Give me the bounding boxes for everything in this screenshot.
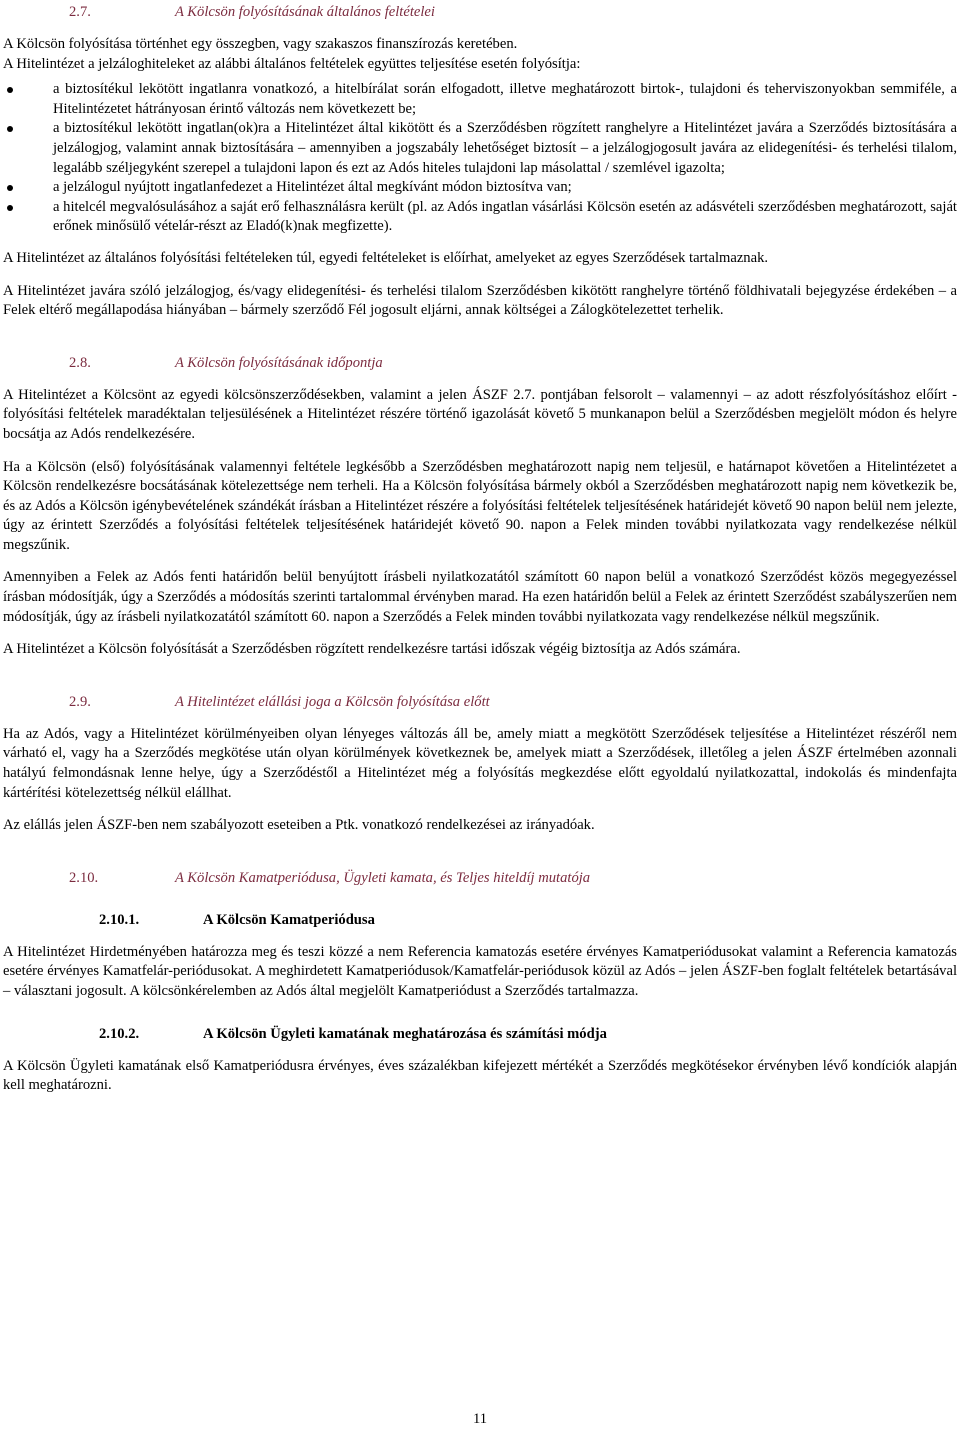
paragraph: A Hitelintézet Hirdetményében határozza meg és teszi közzé a nem Referencia kamatozás esetére érvényes Kamatperiódusokat valamint a Referencia kamatozás esetére érvényes Kamatfelár-periódusokat. A meghirdetett Kamatperiódusok/Kamatfelár-periódusok közül az Adós – jelen ÁSZF-ben foglalt feltételek betartásával – választani jogosult. A kölcsönkérelemben az Adós által megjelölt Kamatperiódust a Szerződés tartalmazza. <box>3 943 957 999</box>
subsection-title: A Kölcsön Ügyleti kamatának meghatározása és számítási módja <box>203 1025 607 1042</box>
page-number: 11 <box>472 1411 488 1427</box>
subsection-number: 2.10.1. <box>99 911 140 928</box>
section-title: A Kölcsön folyósításának általános feltételei <box>175 4 435 20</box>
list-item-text: a hitelcél megvalósulásához a saját erő felhasználásra került (pl. az Adós ingatlan vásárlási Kölcsön esetén az adásvételi szerződésben meghatározott, saját erőnek minősülő vételár-részt az Eladó(k)nak megfizette). <box>53 198 957 235</box>
bullet-icon <box>7 185 13 191</box>
section-title: A Kölcsön Kamatperiódusa, Ügyleti kamata, és Teljes hiteldíj mutatója <box>175 869 591 886</box>
section-heading-2-7 <box>3 3 957 23</box>
list-item <box>3 198 957 237</box>
section-heading-2-9 <box>3 693 957 713</box>
bullet-icon <box>7 126 13 132</box>
section-title: A Hitelintézet elállási joga a Kölcsön folyósítása előtt <box>175 693 490 710</box>
list-item <box>3 80 957 119</box>
list-item-text: a biztosítékul lekötött ingatlan(ok)ra a Hitelintézet által kikötött és a Szerződésben rögzített ranghelyre a Hitelintézet javára a Szerződés biztosítására a jelzálogjog, valamint annak biztosítására – amennyiben a jogszabály lehetőséget biztosít – a jelzálogjogosult javára az elidegenítési- és terhelési tilalom, legalább széljegyként szerepel a tulajdoni lapon és ezt az Adós hiteles tulajdoni lap másolattal / szemlével igazolta; <box>53 120 957 176</box>
paragraph: Az elállás jelen ÁSZF-ben nem szabályozott eseteiben a Ptk. vonatkozó rendelkezései az irányadóak. <box>3 817 595 834</box>
paragraph: A Hitelintézet az általános folyósítási feltételeken túl, egyedi feltételeket is előírhat, amelyeket az egyes Szerződések tartalmaznak. <box>3 249 769 266</box>
paragraph: Ha a Kölcsön (első) folyósításának valamennyi feltétele legkésőbb a Szerződésben meghatározott napig nem teljesül, e határnapot követően a Hitelintézetet a Kölcsön rendelkezésre bocsátásának kötelezettsége nem terheli. Ha a Kölcsön folyósítása bármely okból a Szerződésben meghatározott napig nem következik be, és az Adós a Kölcsön igénybevételének szándékát írásban a Hitelintézet részére a folyósítási feltételek teljesítésének határidejét követő 90 napon belül nem jelezte, úgy az érintett Szerződés a folyósítási feltételek teljesítésének határidejét követő 90. napon a Felek minden további nyilatkozata vagy rendelkezése nélkül megszűnik. <box>3 458 957 553</box>
section-number: 2.8. <box>69 354 91 371</box>
list-item-text: a jelzálogul nyújtott ingatlanfedezet a Hitelintézet által megkívánt módon biztosítva van; <box>53 179 572 196</box>
paragraph: A Kölcsön folyósítása történhet egy összegben, vagy szakaszos finanszírozás keretében. <box>3 36 518 52</box>
bullet-icon <box>7 205 13 211</box>
subsection-number: 2.10.2. <box>99 1025 140 1042</box>
section-number: 2.9. <box>69 693 91 710</box>
bullet-icon <box>7 87 13 93</box>
list-item <box>3 178 957 198</box>
subsection-title: A Kölcsön Kamatperiódusa <box>203 911 375 928</box>
document-content <box>3 3 957 1096</box>
list-item-text: a biztosítékul lekötött ingatlanra vonatkozó, a hitelbírálat során elfogadott, illetve meghatározott birtok-, tulajdoni és teherviszonyokban semmiféle, a Hitelintézetet hátrányosan érintő változás nem következett be; <box>53 81 957 117</box>
section-heading-2-8 <box>3 354 957 374</box>
paragraph: A Kölcsön Ügyleti kamatának első Kamatperiódusra érvényes, éves százalékban kifejezett mértékét a Szerződés megkötésekor érvényben lévő kondíciók alapján kell meghatározni. <box>3 1057 957 1094</box>
paragraph: Ha az Adós, vagy a Hitelintézet körülményeiben olyan lényeges változás áll be, amely miatt a megkötött Szerződések teljesítése a Hitelintézet részéről nem várható el, vagy ha a Szerződés megkötése után olyan körülmények következnek be, amelyek miatt a Szerződések, illetőleg a jelen ÁSZF értelmében azonnali hatályú felmondásnak lenne helye, úgy a Szerződéstől a Hitelintézet még a folyósítás megkezdése előtt egyoldalú nyilatkozattal, indokolás és mindenfajta kártérítési kötelezettség nélkül elállhat. <box>3 725 957 801</box>
paragraph: A Hitelintézet javára szóló jelzálogjog, és/vagy elidegenítési- és terhelési tilalom Szerződésben kikötött ranghelyre történő földhivatali bejegyzése érdekében – a Felek eltérő megállapodása hiányában – bármely szerződő Fél jogosult eljárni, annak költségei a Zálogkötelezettet terhelik. <box>3 282 957 319</box>
section-heading-2-10 <box>3 869 957 889</box>
subsection-heading-2-10-1 <box>3 911 957 931</box>
paragraph: A Hitelintézet a Kölcsön folyósítását a Szerződésben rögzített rendelkezésre tartási időszak végéig biztosítja az Adós számára. <box>3 641 741 658</box>
conditions-list <box>3 80 957 237</box>
paragraph: A Hitelintézet a jelzáloghiteleket az alábbi általános feltételek együttes teljesítése esetén folyósítja: <box>3 55 581 72</box>
paragraph: A Hitelintézet a Kölcsönt az egyedi kölcsönszerződésekben, valamint a jelen ÁSZF 2.7. pontjában felsorolt – valamennyi – az adott részfolyósításhoz előírt - folyósítási feltételek maradéktalan teljesülésének a Hitelintézet részére történő igazolását követő 5 munkanapon belül a Szerződésben megjelölt módon és helyre bocsátja az Adós rendelkezésére. <box>3 386 957 442</box>
section-number: 2.10. <box>69 869 99 886</box>
subsection-heading-2-10-2 <box>3 1025 957 1045</box>
list-item <box>3 119 957 178</box>
paragraph: Amennyiben a Felek az Adós fenti határidőn belül benyújtott írásbeli nyilatkozatától számított 60 napon belül a vonatkozó Szerződést közös megegyezéssel írásban módosítják, úgy a Szerződés a módosítás szerinti tartalommal érvényben marad. Ha ezen határidőn belül a Felek az érintett Szerződést szabályszerűen nem módosítják, úgy az írásbeli nyilatkozatától számított 60. napon a Szerződés a Felek minden további nyilatkozata vagy rendelkezése nélkül megszűnik. <box>3 569 957 625</box>
section-title: A Kölcsön folyósításának időpontja <box>175 354 383 371</box>
section-number: 2.7. <box>69 4 91 20</box>
